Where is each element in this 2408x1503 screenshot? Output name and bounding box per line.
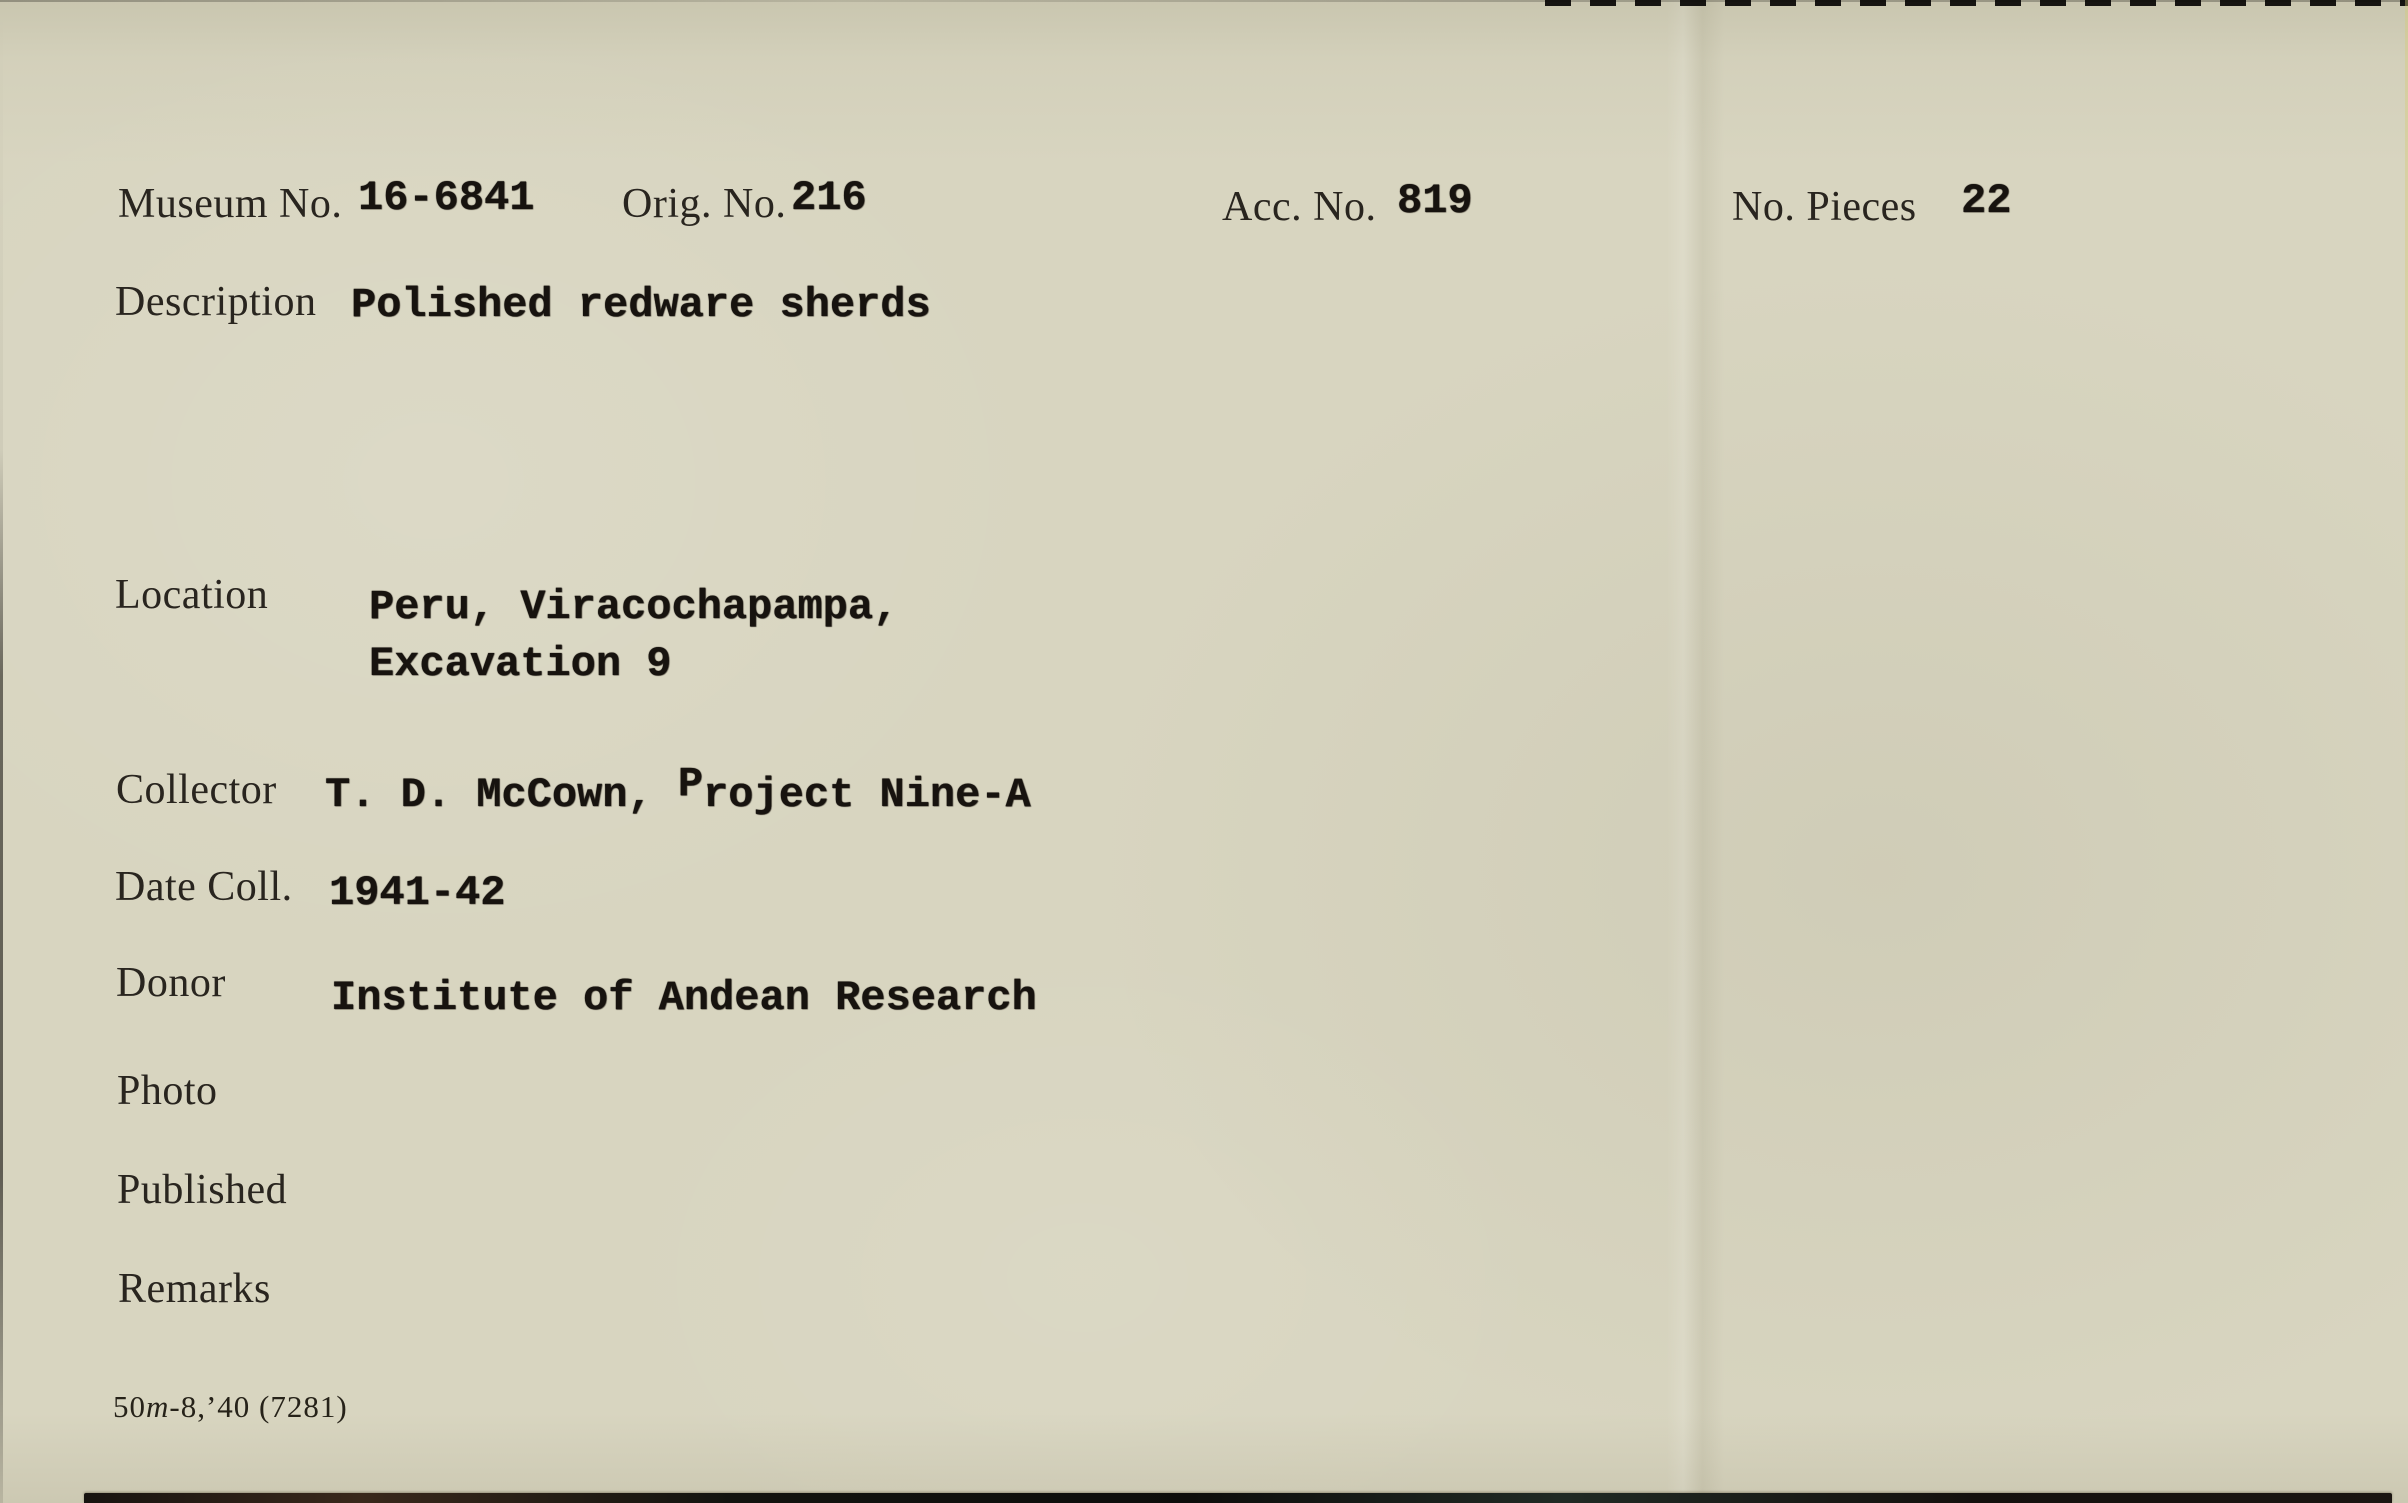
collector-label: Collector [116, 767, 277, 813]
location-value-line1: Peru, Viracochapampa, [369, 583, 899, 631]
orig-no-value: 216 [791, 174, 867, 222]
donor-value: Institute of Andean Research [331, 974, 1037, 1022]
donor-label: Donor [116, 960, 226, 1006]
photo-label: Photo [117, 1068, 218, 1114]
scan-edge-left [0, 0, 3, 1503]
form-code [113, 1391, 348, 1422]
orig-no-label: Orig. No. [622, 181, 787, 227]
date-coll-label: Date Coll. [115, 864, 293, 910]
location-value-line2: Excavation 9 [369, 640, 672, 688]
museum-no-label: Museum No. [118, 181, 343, 227]
date-coll-value: 1941-42 [329, 869, 506, 917]
description-value: Polished redware sherds [351, 281, 931, 329]
location-value [369, 579, 898, 693]
form-code-italic: m [146, 1389, 170, 1424]
description-label: Description [115, 279, 317, 325]
acc-no-value: 819 [1397, 177, 1473, 225]
published-label: Published [117, 1167, 288, 1213]
no-pieces-value: 22 [1961, 177, 2012, 225]
scan-edge-top-dashes [1545, 0, 2408, 6]
form-code-post: -8,’40 (7281) [169, 1389, 348, 1424]
location-label: Location [115, 572, 269, 618]
scan-edge-bottom [84, 1493, 2392, 1503]
acc-no-label: Acc. No. [1222, 184, 1377, 230]
collector-value-before: T. D. McCown, [325, 771, 678, 819]
collector-value-superscript: P [677, 760, 704, 808]
collector-value-after: roject Nine-A [703, 771, 1031, 819]
museum-no-value: 16-6841 [358, 174, 535, 222]
no-pieces-label: No. Pieces [1732, 184, 1917, 230]
remarks-label: Remarks [118, 1266, 271, 1312]
collector-value [325, 760, 1031, 819]
form-code-pre: 50 [113, 1389, 146, 1424]
